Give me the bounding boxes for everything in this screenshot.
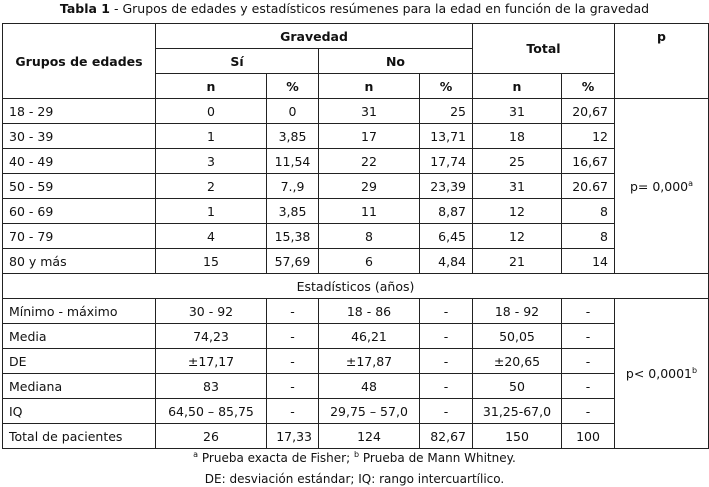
stats-header-cell: Estadísticos (años) — [3, 274, 709, 299]
p-value-stats-superscript: b — [692, 365, 698, 375]
total-n-cell: 12 — [473, 224, 562, 249]
si-pct-cell: 7.,9 — [267, 174, 319, 199]
si-pct-cell: 11,54 — [267, 149, 319, 174]
stat-label-cell: DE — [3, 349, 156, 374]
si-n-cell: 0 — [156, 99, 267, 124]
age-group-cell: 70 - 79 — [3, 224, 156, 249]
no-n-cell: 11 — [319, 199, 420, 224]
stat-label-cell: Mediana — [3, 374, 156, 399]
total-pct-cell: 8 — [562, 224, 615, 249]
table-caption — [0, 1, 709, 16]
header-no-pct: % — [420, 74, 473, 99]
total-pct-cell: 14 — [562, 249, 615, 274]
total-n-cell: 21 — [473, 249, 562, 274]
table-row — [3, 199, 709, 224]
table-row — [3, 399, 709, 424]
age-group-cell: 80 y más — [3, 249, 156, 274]
total-pct-cell: - — [562, 374, 615, 399]
no-pct-cell: 25 — [420, 99, 473, 124]
p-value-stats-text: p< 0,0001 — [625, 366, 693, 381]
no-n-cell: 8 — [319, 224, 420, 249]
total-n-cell: 18 — [473, 124, 562, 149]
total-pct-cell: 100 — [562, 424, 615, 449]
si-pct-cell: 57,69 — [267, 249, 319, 274]
no-stat-cell: 46,21 — [319, 324, 420, 349]
stats-header-row — [3, 274, 709, 299]
total-pct-cell: 12 — [562, 124, 615, 149]
no-n-cell: 6 — [319, 249, 420, 274]
header-no: No — [319, 49, 473, 74]
no-n-cell: 124 — [319, 424, 420, 449]
total-pct-cell: 20.67 — [562, 174, 615, 199]
table-row — [3, 349, 709, 374]
p-value-stats — [615, 299, 709, 449]
no-stat-cell: ±17,87 — [319, 349, 420, 374]
total-pct-cell: 8 — [562, 199, 615, 224]
total-n-cell: 31 — [473, 174, 562, 199]
si-pct-cell: 15,38 — [267, 224, 319, 249]
total-stat-cell: 50 — [473, 374, 562, 399]
total-pct-cell: 20,67 — [562, 99, 615, 124]
table-row — [3, 149, 709, 174]
no-pct-cell: - — [420, 349, 473, 374]
stat-label-cell: IQ — [3, 399, 156, 424]
no-pct-cell: 23,39 — [420, 174, 473, 199]
header-p: p — [615, 24, 709, 99]
header-tot-n: n — [473, 74, 562, 99]
si-stat-cell: ±17,17 — [156, 349, 267, 374]
footnote-b-text: Prueba de Mann Whitney. — [359, 451, 516, 465]
si-n-cell: 1 — [156, 199, 267, 224]
no-pct-cell: - — [420, 399, 473, 424]
p-value-age-superscript: a — [688, 178, 694, 188]
caption-label: Tabla 1 — [59, 1, 110, 16]
si-pct-cell: 3,85 — [267, 199, 319, 224]
si-n-cell: 2 — [156, 174, 267, 199]
si-pct-cell: - — [267, 324, 319, 349]
total-pct-cell: 16,67 — [562, 149, 615, 174]
si-n-cell: 4 — [156, 224, 267, 249]
si-stat-cell: 74,23 — [156, 324, 267, 349]
p-value-age — [615, 99, 709, 274]
si-n-cell: 1 — [156, 124, 267, 149]
total-pct-cell: - — [562, 349, 615, 374]
no-stat-cell: 18 - 86 — [319, 299, 420, 324]
age-group-cell: 18 - 29 — [3, 99, 156, 124]
stat-label-cell: Mínimo - máximo — [3, 299, 156, 324]
no-n-cell: 29 — [319, 174, 420, 199]
age-group-cell: 30 - 39 — [3, 124, 156, 149]
no-n-cell: 31 — [319, 99, 420, 124]
table-row — [3, 224, 709, 249]
total-row — [3, 424, 709, 449]
total-pct-cell: - — [562, 299, 615, 324]
no-pct-cell: 82,67 — [420, 424, 473, 449]
header-gravedad: Gravedad — [156, 24, 473, 49]
total-n-cell: 150 — [473, 424, 562, 449]
header-no-n: n — [319, 74, 420, 99]
no-pct-cell: 17,74 — [420, 149, 473, 174]
footnote-tests — [0, 451, 709, 465]
no-pct-cell: - — [420, 299, 473, 324]
stat-label-cell: Media — [3, 324, 156, 349]
no-n-cell: 17 — [319, 124, 420, 149]
age-group-cell: 40 - 49 — [3, 149, 156, 174]
total-n-cell: 31 — [473, 99, 562, 124]
si-n-cell: 3 — [156, 149, 267, 174]
footnote-a-mark: a — [193, 450, 199, 459]
si-pct-cell: 3,85 — [267, 124, 319, 149]
total-stat-cell: 50,05 — [473, 324, 562, 349]
si-stat-cell: 83 — [156, 374, 267, 399]
si-pct-cell: - — [267, 299, 319, 324]
total-stat-cell: ±20,65 — [473, 349, 562, 374]
no-stat-cell: 29,75 – 57,0 — [319, 399, 420, 424]
table-row — [3, 374, 709, 399]
si-n-cell: 15 — [156, 249, 267, 274]
no-pct-cell: 8,87 — [420, 199, 473, 224]
si-n-cell: 26 — [156, 424, 267, 449]
no-n-cell: 22 — [319, 149, 420, 174]
si-stat-cell: 30 - 92 — [156, 299, 267, 324]
si-pct-cell: - — [267, 374, 319, 399]
header-total: Total — [473, 24, 615, 74]
no-pct-cell: 4,84 — [420, 249, 473, 274]
total-stat-cell: 18 - 92 — [473, 299, 562, 324]
si-pct-cell: - — [267, 399, 319, 424]
header-grupos: Grupos de edades — [3, 24, 156, 99]
total-pct-cell: - — [562, 399, 615, 424]
header-tot-pct: % — [562, 74, 615, 99]
si-pct-cell: - — [267, 349, 319, 374]
footnote-b-mark: b — [353, 450, 360, 459]
no-pct-cell: 13,71 — [420, 124, 473, 149]
total-n-cell: 25 — [473, 149, 562, 174]
total-n-cell: 12 — [473, 199, 562, 224]
p-value-age-text: p= 0,000 — [629, 178, 689, 194]
age-group-cell: 50 - 59 — [3, 174, 156, 199]
si-pct-cell: 17,33 — [267, 424, 319, 449]
header-si-pct: % — [267, 74, 319, 99]
table-row — [3, 324, 709, 349]
footnote-abbreviations: DE: desviación estándar; IQ: rango intercuartílico. — [204, 472, 505, 486]
total-label-cell: Total de pacientes — [3, 424, 156, 449]
si-pct-cell: 0 — [267, 99, 319, 124]
header-si-n: n — [156, 74, 267, 99]
footnote-a-text: Prueba exacta de Fisher; — [198, 451, 354, 465]
no-pct-cell: - — [420, 324, 473, 349]
no-pct-cell: 6,45 — [420, 224, 473, 249]
data-table — [2, 23, 709, 449]
table-row — [3, 99, 709, 124]
header-si: Sí — [156, 49, 319, 74]
si-stat-cell: 64,50 – 85,75 — [156, 399, 267, 424]
table-body — [3, 24, 709, 449]
total-pct-cell: - — [562, 324, 615, 349]
caption-text: - Grupos de edades y estadísticos resúmenes para la edad en función de la gravedad — [109, 1, 650, 16]
table-row — [3, 299, 709, 324]
total-stat-cell: 31,25-67,0 — [473, 399, 562, 424]
table-row — [3, 174, 709, 199]
age-group-cell: 60 - 69 — [3, 199, 156, 224]
no-pct-cell: - — [420, 374, 473, 399]
table-row — [3, 249, 709, 274]
table-row — [3, 124, 709, 149]
no-stat-cell: 48 — [319, 374, 420, 399]
